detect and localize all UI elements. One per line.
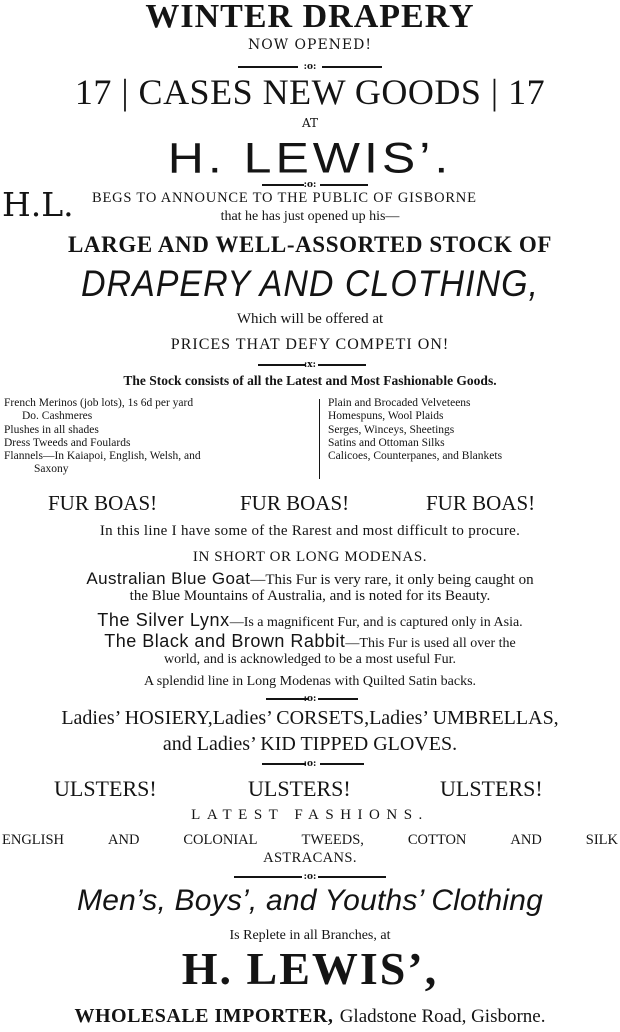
rabbit-line-2: world, and is acknowledged to be a most useful Fur. xyxy=(163,652,456,667)
prices-line: PRICES THAT DEFY COMPETI ON! xyxy=(170,336,450,353)
tweeds-word: AND xyxy=(510,832,542,848)
stock-heading: LARGE AND WELL-ASSORTED STOCK OF xyxy=(67,232,553,257)
list-item: Homespuns, Wool Plaids xyxy=(328,410,444,423)
goat-line-2: the Blue Mountains of Australia, and is noted for its Beauty. xyxy=(129,588,491,604)
list-item: Saxony xyxy=(34,463,69,476)
splendid-line: A splendid line in Long Modenas with Quilted Satin backs. xyxy=(143,674,477,689)
announce-line-2: that he has just opened up his— xyxy=(220,209,400,224)
clothing-title: Men’s, Boys’, and Youths’ Clothing xyxy=(77,884,543,917)
ulsters-item: ULSTERS! xyxy=(248,776,351,801)
drapery-clothing-title: DRAPERY AND CLOTHING, xyxy=(80,263,540,305)
replete-line: Is Replete in all Branches, at xyxy=(229,928,391,943)
footer-importer: WHOLESALE IMPORTER, xyxy=(74,1005,334,1027)
ulsters-item: ULSTERS! xyxy=(440,776,543,801)
tweeds-word: ENGLISH xyxy=(2,832,65,848)
stock-list-left xyxy=(4,397,314,477)
ad-subtitle: NOW OPENED! xyxy=(247,37,372,53)
list-item: Calicoes, Counterpanes, and Blankets xyxy=(328,450,503,463)
divider-rule: :o: xyxy=(0,180,620,190)
rabbit-name: The Black and Brown Rabbit xyxy=(104,631,346,651)
goat-line-1 xyxy=(0,570,620,588)
at-label: AT xyxy=(301,116,318,130)
tweeds-line xyxy=(2,833,618,848)
fur-boas-item: FUR BOAS! xyxy=(240,491,350,515)
ulsters-item: ULSTERS! xyxy=(54,776,157,801)
offered-line: Which will be offered at xyxy=(236,311,384,327)
ulsters-row xyxy=(0,778,620,802)
ladies-line-1: Ladies’ HOSIERY,Ladies’ CORSETS,Ladies’ UMBRELLAS, xyxy=(61,707,559,729)
store-name-footer: H. LEWIS’, xyxy=(181,943,439,994)
list-item: French Merinos (job lots), 1s 6d per yard xyxy=(4,397,194,409)
list-item: Plain and Brocaded Velveteens xyxy=(328,397,471,409)
lynx-name: The Silver Lynx xyxy=(97,610,230,630)
modenas-line: IN SHORT OR LONG MODENAS. xyxy=(192,549,428,565)
goat-name: Australian Blue Goat xyxy=(86,569,251,588)
rabbit-line-1 xyxy=(0,632,620,651)
footer-address: Gladstone Road, Gisborne. xyxy=(339,1006,546,1027)
latest-fashions: LATEST FASHIONS. xyxy=(191,807,429,823)
divider-rule: :x: xyxy=(0,360,620,370)
divider-rule: :o: xyxy=(0,694,620,704)
rabbit-text: —This Fur is used all over the xyxy=(345,636,516,651)
divider-rule: :o: xyxy=(0,62,620,72)
fur-boas-item: FUR BOAS! xyxy=(426,491,536,515)
list-item: Serges, Winceys, Sheetings xyxy=(328,423,455,436)
goat-text: —This Fur is very rare, it only being caught on xyxy=(250,572,534,588)
divider-rule: :o: xyxy=(0,872,620,882)
stock-list-right xyxy=(328,397,618,463)
column-divider xyxy=(319,399,320,479)
list-item: Flannels—In Kaiapoi, English, Welsh, and xyxy=(4,450,201,463)
tweeds-word: COTTON xyxy=(407,832,467,848)
stock-consists-heading: The Stock consists of all the Latest and Most Fashionable Goods. xyxy=(123,373,497,388)
initials-hl: H.L. xyxy=(2,185,74,224)
list-item: Satins and Ottoman Silks xyxy=(328,436,445,449)
list-item: Dress Tweeds and Foulards xyxy=(4,436,131,449)
stock-columns xyxy=(0,397,620,487)
fur-boas-row xyxy=(0,493,620,517)
list-item: Do. Cashmeres xyxy=(22,410,93,423)
rarest-line: In this line I have some of the Rarest and most difficult to procure. xyxy=(99,523,521,539)
ad-title: WINTER DRAPERY xyxy=(145,0,475,35)
tweeds-word: COLONIAL xyxy=(183,832,258,848)
fur-boas-item: FUR BOAS! xyxy=(48,491,158,515)
ladies-line-2: and Ladies’ KID TIPPED GLOVES. xyxy=(162,733,458,755)
list-item: Plushes in all shades xyxy=(4,423,99,436)
announce-line-1: BEGS TO ANNOUNCE TO THE PUBLIC OF GISBORNE xyxy=(92,190,477,206)
divider-rule: :o: xyxy=(0,759,620,769)
lynx-text: —Is a magnificent Fur, and is captured only in Asia. xyxy=(229,615,523,630)
cases-line: 17 | CASES NEW GOODS | 17 xyxy=(74,72,546,112)
lynx-line xyxy=(0,611,620,630)
tweeds-word: AND xyxy=(108,832,140,848)
tweeds-word: TWEEDS, xyxy=(301,832,364,848)
store-name-heading: H. LEWIS’. xyxy=(167,133,453,183)
footer-line xyxy=(0,1005,620,1026)
tweeds-word: SILK xyxy=(585,832,618,848)
astracans-line: ASTRACANS. xyxy=(263,850,357,866)
